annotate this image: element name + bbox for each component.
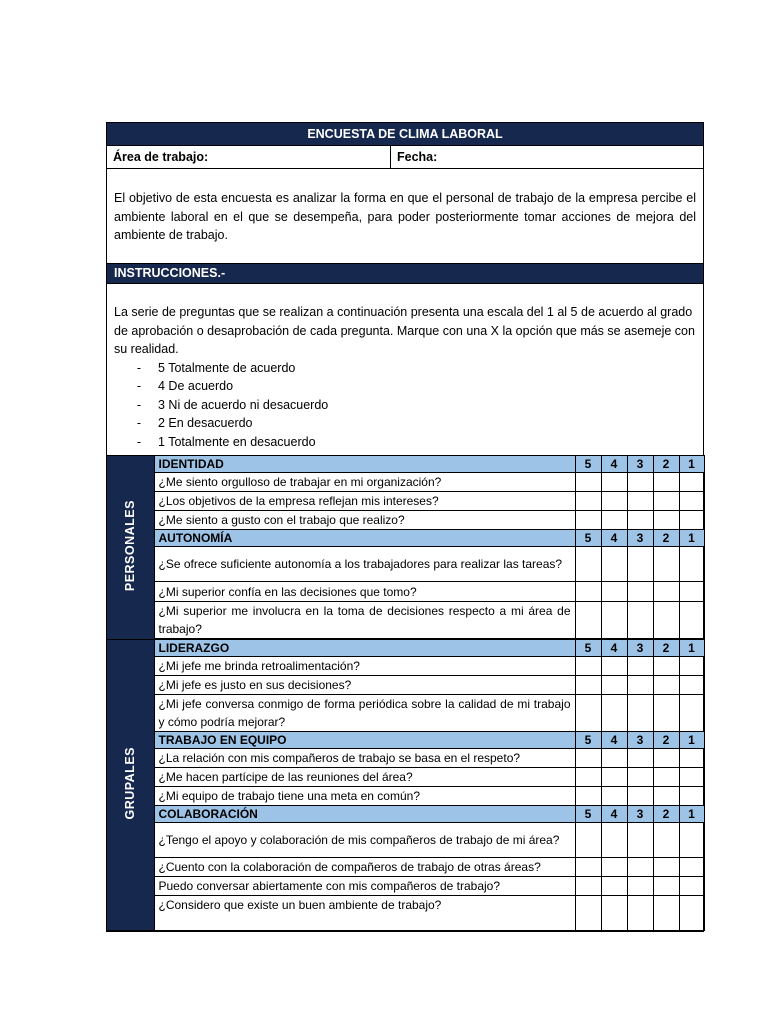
questions-table [107, 455, 705, 931]
list-dash: - [136, 360, 142, 375]
group-label-grupales [107, 640, 154, 931]
scale-item [114, 377, 696, 396]
score-header: 4 [601, 456, 627, 473]
list-dash: - [136, 379, 142, 393]
score-header: 5 [575, 732, 601, 749]
instructions-text: La serie de preguntas que se realizan a continuación presenta una escala del 1 al 5 de acuerdo al grado de aprobación o desaprobación de cada pregunta. Marque con una X la opción que más se asemeje con su realidad. [114, 305, 695, 356]
score-box-4[interactable] [601, 896, 627, 931]
question-text: ¿Se ofrece suficiente autonomía a los trabajadores para realizar las tareas? [154, 547, 575, 582]
score-header: 3 [627, 456, 653, 473]
question-row [107, 823, 704, 858]
score-box-2[interactable] [653, 582, 679, 602]
score-header: 5 [575, 640, 601, 657]
score-box-3[interactable] [627, 749, 653, 768]
score-box-2[interactable] [653, 602, 679, 639]
score-header: 4 [601, 640, 627, 657]
instructions-section [107, 283, 703, 455]
score-header: 4 [601, 806, 627, 823]
score-box-5[interactable] [575, 695, 601, 732]
score-box-4[interactable] [601, 602, 627, 639]
category-title: COLABORACIÓN [154, 806, 575, 823]
category-row-identidad [107, 456, 704, 473]
question-text: ¿Me hacen partícipe de las reuniones del área? [154, 768, 575, 787]
header-fields-row [107, 145, 703, 168]
score-box-5[interactable] [575, 547, 601, 582]
score-header: 5 [575, 456, 601, 473]
category-title: TRABAJO EN EQUIPO [154, 732, 575, 749]
score-header: 1 [679, 640, 704, 657]
list-dash: - [136, 397, 142, 412]
score-box-4[interactable] [601, 877, 627, 896]
score-header: 3 [627, 640, 653, 657]
list-dash: - [136, 416, 142, 430]
question-row [107, 602, 704, 639]
score-box-5[interactable] [575, 602, 601, 639]
scale-item [114, 414, 696, 433]
score-box-5[interactable] [575, 657, 601, 676]
category-title: LIDERAZGO [154, 640, 575, 657]
scale-item-label: 4 De acuerdo [158, 379, 234, 393]
score-box-1[interactable] [679, 657, 704, 676]
score-header: 1 [679, 806, 704, 823]
question-row [107, 547, 704, 582]
score-box-5[interactable] [575, 787, 601, 806]
survey-form [106, 122, 704, 932]
category-title: AUTONOMÍA [154, 530, 575, 547]
scale-item [114, 359, 696, 378]
score-header: 3 [627, 806, 653, 823]
question-text: ¿Me siento orgulloso de trabajar en mi organización? [154, 473, 575, 492]
question-text: ¿Los objetivos de la empresa reflejan mis intereses? [154, 492, 575, 511]
question-row [107, 877, 704, 896]
score-box-4[interactable] [601, 695, 627, 732]
score-header: 2 [653, 530, 679, 547]
score-box-2[interactable] [653, 768, 679, 787]
score-box-4[interactable] [601, 657, 627, 676]
question-text: ¿Mi jefe es justo en sus decisiones? [154, 676, 575, 695]
date-field[interactable]: Fecha: [397, 150, 438, 164]
scale-item [114, 396, 696, 415]
score-header: 1 [679, 456, 704, 473]
score-box-1[interactable] [679, 473, 704, 492]
group-label-text: PERSONALES [123, 500, 138, 592]
score-box-1[interactable] [679, 749, 704, 768]
question-text: ¿La relación con mis compañeros de trabajo se basa en el respeto? [154, 749, 575, 768]
scale-item-label: 2 En desacuerdo [158, 416, 253, 430]
score-box-5[interactable] [575, 492, 601, 511]
question-row [107, 657, 704, 676]
score-box-1[interactable] [679, 547, 704, 582]
score-box-4[interactable] [601, 582, 627, 602]
question-text: ¿Mi jefe conversa conmigo de forma periódica sobre la calidad de mi trabajo y cómo podría mejorar? [154, 695, 575, 732]
score-box-4[interactable] [601, 676, 627, 695]
score-box-4[interactable] [601, 768, 627, 787]
score-box-2[interactable] [653, 473, 679, 492]
score-box-2[interactable] [653, 877, 679, 896]
score-box-3[interactable] [627, 657, 653, 676]
survey-title: ENCUESTA DE CLIMA LABORAL [107, 123, 703, 145]
score-box-4[interactable] [601, 547, 627, 582]
scale-item [114, 433, 696, 452]
question-text: Puedo conversar abiertamente con mis compañeros de trabajo? [154, 877, 575, 896]
question-text: ¿Mi equipo de trabajo tiene una meta en común? [154, 787, 575, 806]
score-box-2[interactable] [653, 823, 679, 858]
score-box-2[interactable] [653, 787, 679, 806]
scale-item-label: 5 Totalmente de acuerdo [158, 360, 296, 375]
score-box-1[interactable] [679, 877, 704, 896]
scale-item-label: 3 Ni de acuerdo ni desacuerdo [158, 397, 329, 412]
instructions-heading: INSTRUCCIONES.- [107, 263, 703, 283]
question-row [107, 858, 704, 877]
score-header: 4 [601, 530, 627, 547]
scale-item-label: 1 Totalmente en desacuerdo [158, 434, 316, 449]
score-header: 2 [653, 806, 679, 823]
score-box-4[interactable] [601, 492, 627, 511]
score-header: 2 [653, 732, 679, 749]
score-box-2[interactable] [653, 511, 679, 530]
score-box-1[interactable] [679, 768, 704, 787]
score-box-3[interactable] [627, 787, 653, 806]
score-box-5[interactable] [575, 676, 601, 695]
score-box-1[interactable] [679, 858, 704, 877]
score-box-3[interactable] [627, 877, 653, 896]
score-box-5[interactable] [575, 582, 601, 602]
question-row [107, 768, 704, 787]
score-box-5[interactable] [575, 473, 601, 492]
score-box-5[interactable] [575, 511, 601, 530]
score-box-2[interactable] [653, 492, 679, 511]
score-box-3[interactable] [627, 676, 653, 695]
category-title: IDENTIDAD [154, 456, 575, 473]
question-row [107, 676, 704, 695]
question-row [107, 695, 704, 732]
question-text: ¿Me siento a gusto con el trabajo que realizo? [154, 511, 575, 530]
score-box-1[interactable] [679, 695, 704, 732]
category-row-trabajo-equipo [107, 732, 704, 749]
objective-text: El objetivo de esta encuesta es analizar la forma en que el personal de trabajo de la empresa percibe el ambiente laboral en el que se desempeña, para poder posteriormente tomar acciones de mejora del ambiente de trabajo. [107, 168, 703, 263]
question-row [107, 492, 704, 511]
scale-list [114, 359, 696, 452]
score-box-1[interactable] [679, 787, 704, 806]
score-box-3[interactable] [627, 511, 653, 530]
score-box-3[interactable] [627, 823, 653, 858]
score-box-2[interactable] [653, 858, 679, 877]
score-box-3[interactable] [627, 547, 653, 582]
score-box-1[interactable] [679, 823, 704, 858]
score-box-4[interactable] [601, 511, 627, 530]
score-box-2[interactable] [653, 676, 679, 695]
score-box-2[interactable] [653, 695, 679, 732]
score-box-5[interactable] [575, 823, 601, 858]
score-box-5[interactable] [575, 858, 601, 877]
question-row [107, 582, 704, 602]
category-row-liderazgo [107, 640, 704, 657]
score-box-3[interactable] [627, 582, 653, 602]
score-header: 1 [679, 732, 704, 749]
group-label-text: GRUPALES [123, 747, 138, 820]
score-box-1[interactable] [679, 582, 704, 602]
score-box-1[interactable] [679, 602, 704, 639]
score-box-2[interactable] [653, 896, 679, 931]
score-box-5[interactable] [575, 768, 601, 787]
score-box-4[interactable] [601, 749, 627, 768]
score-box-3[interactable] [627, 858, 653, 877]
score-header: 5 [575, 806, 601, 823]
score-box-4[interactable] [601, 473, 627, 492]
score-header: 1 [679, 530, 704, 547]
score-box-5[interactable] [575, 749, 601, 768]
group-label-personales [107, 456, 154, 640]
category-row-autonomia [107, 530, 704, 547]
score-header: 3 [627, 732, 653, 749]
score-header: 3 [627, 530, 653, 547]
score-box-5[interactable] [575, 877, 601, 896]
work-area-field[interactable]: Área de trabajo: [107, 146, 391, 168]
score-box-5[interactable] [575, 896, 601, 931]
score-box-1[interactable] [679, 896, 704, 931]
question-text: ¿Cuento con la colaboración de compañeros de trabajo de otras áreas? [154, 858, 575, 877]
score-box-2[interactable] [653, 547, 679, 582]
question-text: ¿Mi superior confía en las decisiones que tomo? [154, 582, 575, 602]
score-box-4[interactable] [601, 858, 627, 877]
question-row [107, 787, 704, 806]
score-box-3[interactable] [627, 768, 653, 787]
score-box-1[interactable] [679, 676, 704, 695]
score-box-4[interactable] [601, 823, 627, 858]
score-box-3[interactable] [627, 492, 653, 511]
score-box-3[interactable] [627, 896, 653, 931]
question-row [107, 473, 704, 492]
category-row-colaboracion [107, 806, 704, 823]
score-box-2[interactable] [653, 657, 679, 676]
question-row [107, 896, 704, 931]
score-box-2[interactable] [653, 749, 679, 768]
score-box-1[interactable] [679, 511, 704, 530]
question-text: ¿Considero que existe un buen ambiente de trabajo? [154, 896, 575, 931]
list-dash: - [136, 434, 142, 449]
score-box-4[interactable] [601, 787, 627, 806]
score-box-3[interactable] [627, 602, 653, 639]
score-box-3[interactable] [627, 695, 653, 732]
score-header: 5 [575, 530, 601, 547]
score-header: 2 [653, 456, 679, 473]
question-text: ¿Mi jefe me brinda retroalimentación? [154, 657, 575, 676]
question-row [107, 749, 704, 768]
question-row [107, 511, 704, 530]
score-box-1[interactable] [679, 492, 704, 511]
score-header: 4 [601, 732, 627, 749]
score-header: 2 [653, 640, 679, 657]
score-box-3[interactable] [627, 473, 653, 492]
question-text: ¿Tengo el apoyo y colaboración de mis compañeros de trabajo de mi área? [154, 823, 575, 858]
question-text: ¿Mi superior me involucra en la toma de decisiones respecto a mi área de trabajo? [154, 602, 575, 639]
